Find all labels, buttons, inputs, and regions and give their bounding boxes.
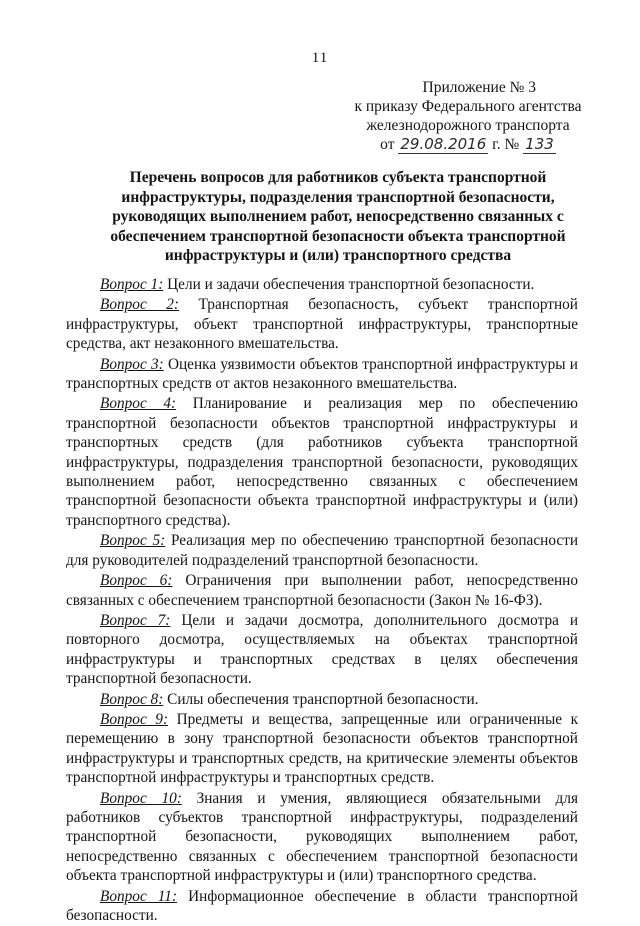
question-item: [66, 690, 578, 709]
agency-name: железнодорожного транспорта: [366, 117, 570, 134]
question-item: [66, 611, 578, 689]
order-date-line: [348, 135, 588, 154]
question-text: Реализация мер по обеспечению транспортной безопасности для руководителей подразделений транспортной безопасности.: [66, 532, 579, 569]
question-label: Вопрос 9:: [100, 710, 169, 728]
number-prefix: г. №: [492, 136, 520, 153]
question-item: [66, 531, 578, 570]
question-item: [66, 710, 578, 788]
question-text: Информационное обеспечение в области транспортной безопасности.: [66, 887, 578, 924]
question-item: [66, 789, 578, 886]
question-item: [66, 887, 578, 926]
handwritten-date: 29.08.2016: [400, 135, 487, 153]
question-text: Цели и задачи досмотра, дополнительного досмотра и повторного досмотра, осуществляемых на объектах транспортной инфраструктуры и транспортных средствах в целях обеспечения транспортной безопасности.: [66, 611, 579, 688]
document-title: Перечень вопросов для работников субъекта транспортной инфраструктуры, подразделения транспортной безопасности, руководящих выполнением работ, непосредственно связанных с обеспечением транспортной безопасности объекта транспортной инфраструктуры и (или) транспортного средства: [110, 169, 566, 265]
question-label: Вопрос 10:: [100, 789, 182, 807]
question-item: [66, 355, 578, 394]
question-text: Планирование и реализация мер по обеспечению транспортной безопасности объектов транспортной инфраструктуры и транспортных средств (для работников субъекта транспортной инфраструктуры, подразделения транспортной безопасности, руководящих выполнением работ, непосредственно связанных с обеспечением транспортной безопасности объекта транспортной инфраструктуры и (или) транспортного средства).: [66, 395, 578, 529]
question-text: Знания и умения, являющиеся обязательными для работников субъектов транспортной инфраструктуры, подразделений транспортной безопасности, руководящих выполнением работ, непосредственно связанных с обеспечением транспортной безопасности объекта транспортной инфраструктуры и (или) транспортного средства.: [66, 789, 579, 885]
question-label: Вопрос 11:: [100, 887, 178, 905]
question-label: Вопрос 5:: [100, 532, 166, 550]
question-item: [66, 275, 578, 294]
questions-list: [66, 275, 578, 926]
question-label: Вопрос 3:: [100, 355, 164, 373]
question-label: Вопрос 7:: [100, 611, 171, 629]
question-text: Транспортная безопасность, субъект транспортной инфраструктуры, объект транспортной инфраструктуры, транспортные средства, акт незаконного вмешательства.: [66, 296, 578, 353]
order-reference: к приказу Федерального агентства: [354, 98, 582, 115]
approval-block: [348, 78, 588, 154]
question-text: Цели и задачи обеспечения транспортной безопасности.: [167, 276, 535, 293]
question-text: Ограничения при выполнении работ, непосредственно связанных с обеспечением транспортной безопасности (Закон № 16-ФЗ).: [66, 572, 579, 609]
question-label: Вопрос 4:: [100, 395, 177, 413]
appendix-label: Приложение № 3: [422, 79, 536, 96]
date-prefix: от: [380, 136, 395, 153]
question-item: [66, 295, 578, 353]
question-label: Вопрос 2:: [100, 296, 179, 314]
question-text: Силы обеспечения транспортной безопасности.: [167, 690, 479, 708]
question-label: Вопрос 6:: [100, 572, 173, 590]
question-item: [66, 571, 578, 610]
question-label: Вопрос 1:: [100, 276, 164, 293]
question-text: Предметы и вещества, запрещенные или ограниченные к перемещению в зону транспортной безопасности объектов транспортной инфраструктуры и транспортных средств, на критические элементы объектов транспортной инфраструктуры и транспортных средств.: [66, 710, 579, 787]
question-item: [66, 394, 578, 530]
question-label: Вопрос 8:: [100, 690, 164, 708]
page-number: 11: [311, 50, 329, 66]
handwritten-number: 133: [525, 135, 554, 153]
question-text: Оценка уязвимости объектов транспортной инфраструктуры и транспортных средств от актов незаконного вмешательства.: [66, 355, 578, 393]
